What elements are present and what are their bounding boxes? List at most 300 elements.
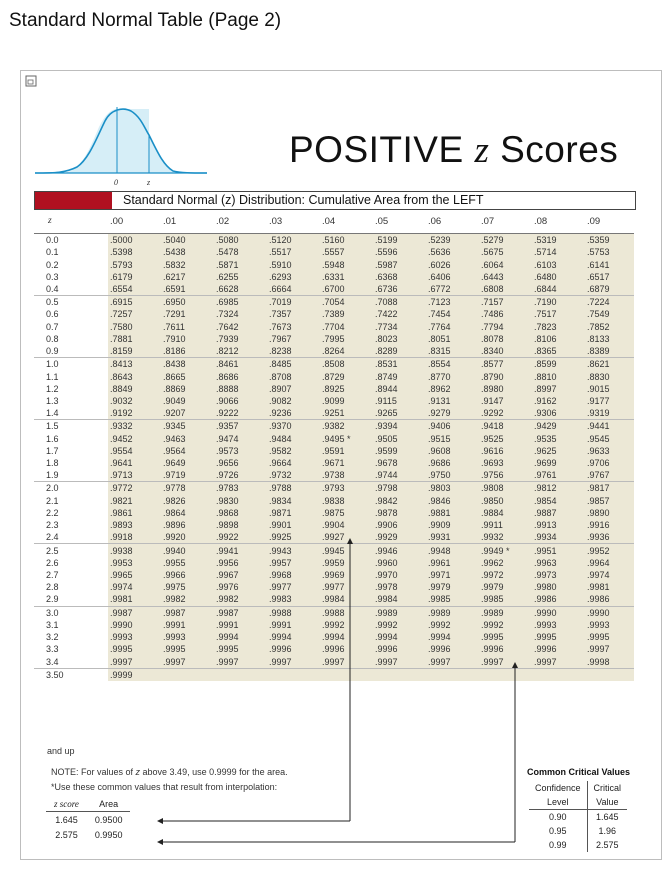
area-cell: .8869 <box>161 383 214 395</box>
area-cell: .9904 <box>320 519 373 531</box>
area-cell: .9649 <box>161 457 214 469</box>
area-cell: .9990 <box>108 619 161 631</box>
area-cell: .9989 <box>479 606 532 619</box>
area-cell: .7019 <box>267 296 320 309</box>
area-cell: .9970 <box>373 569 426 581</box>
area-cell: .5832 <box>161 258 214 270</box>
area-cell: .9997 <box>373 655 426 668</box>
column-header: .01 <box>161 209 214 234</box>
area-cell: .9964 <box>585 557 634 569</box>
area-cell: .8389 <box>585 345 634 358</box>
area-cell: .9949 * <box>479 544 532 557</box>
area-cell: .9920 <box>161 531 214 544</box>
area-cell: .8643 <box>108 370 161 382</box>
area-cell: .9996 <box>426 643 479 655</box>
area-cell: .9997 <box>585 643 634 655</box>
area-cell: .9962 <box>479 557 532 569</box>
area-cell: .8925 <box>320 383 373 395</box>
z-value-cell: 0.9 <box>34 345 108 358</box>
area-cell: .9986 <box>585 593 634 606</box>
area-cell: .9931 <box>426 531 479 544</box>
area-cell: .9987 <box>161 606 214 619</box>
area-cell: .7157 <box>479 296 532 309</box>
area-cell: .9977 <box>320 581 373 593</box>
area-cell: .9995 <box>214 643 267 655</box>
area-cell: .8907 <box>267 383 320 395</box>
area-cell: .9916 <box>585 519 634 531</box>
area-cell: .9887 <box>532 507 585 519</box>
interp-cell: 0.9950 <box>94 829 123 840</box>
column-header: .09 <box>585 209 634 234</box>
area-cell: .9495 * <box>320 433 373 445</box>
area-cell: .9812 <box>532 482 585 495</box>
area-cell: .9750 <box>426 469 479 482</box>
area-cell: .8159 <box>108 345 161 358</box>
z-value-cell: 0.6 <box>34 308 108 320</box>
area-cell: .9783 <box>214 482 267 495</box>
ccv-header: Confidence <box>529 781 587 795</box>
area-cell: .6591 <box>161 283 214 296</box>
area-cell: .9099 <box>320 395 373 407</box>
area-cell: .9394 <box>373 420 426 433</box>
area-cell: .9803 <box>426 482 479 495</box>
area-cell: .9345 <box>161 420 214 433</box>
area-cell: .7580 <box>108 321 161 333</box>
area-cell: .6879 <box>585 283 634 296</box>
area-cell: .9994 <box>320 631 373 643</box>
area-cell: .9993 <box>161 631 214 643</box>
area-cell: .9988 <box>320 606 373 619</box>
area-cell: .9115 <box>373 395 426 407</box>
z-value-cell: 2.3 <box>34 519 108 531</box>
area-cell: .7642 <box>214 321 267 333</box>
area-cell: .9997 <box>108 655 161 668</box>
area-cell: .9817 <box>585 482 634 495</box>
area-cell: .9956 <box>214 557 267 569</box>
z-value-cell: 3.1 <box>34 619 108 631</box>
area-cell: .5910 <box>267 258 320 270</box>
area-cell: .8599 <box>532 358 585 371</box>
area-cell: .8997 <box>532 383 585 395</box>
area-cell: .9756 <box>479 469 532 482</box>
z-value-cell: 3.4 <box>34 655 108 668</box>
area-cell: .6179 <box>108 271 161 283</box>
area-cell: .9981 <box>108 593 161 606</box>
area-cell: .9938 <box>108 544 161 557</box>
area-cell: .9995 <box>479 631 532 643</box>
area-cell: .8438 <box>161 358 214 371</box>
area-cell: .9972 <box>479 569 532 581</box>
area-cell: .9545 <box>585 433 634 445</box>
area-cell: .8554 <box>426 358 479 371</box>
area-cell: .9671 <box>320 457 373 469</box>
area-cell: .9015 <box>585 383 634 395</box>
ccv-cell: 2.575 <box>596 840 619 850</box>
area-cell: .9162 <box>532 395 585 407</box>
area-cell: .9981 <box>585 581 634 593</box>
area-cell: .7454 <box>426 308 479 320</box>
area-cell: .9744 <box>373 469 426 482</box>
area-cell: .5398 <box>108 246 161 258</box>
area-cell: .9713 <box>108 469 161 482</box>
area-cell: .5714 <box>532 246 585 258</box>
area-cell: .8749 <box>373 370 426 382</box>
z-column-header: z <box>34 209 108 234</box>
area-cell: .9842 <box>373 495 426 507</box>
area-cell: .9943 <box>267 544 320 557</box>
area-cell: .8621 <box>585 358 634 371</box>
area-cell: .9973 <box>532 569 585 581</box>
interp-cell: 1.645 <box>55 814 78 825</box>
area-cell: .9719 <box>161 469 214 482</box>
area-cell: .9463 <box>161 433 214 445</box>
area-cell: .9997 <box>267 655 320 668</box>
area-cell: .9279 <box>426 407 479 420</box>
area-cell: .8485 <box>267 358 320 371</box>
area-cell: .9861 <box>108 507 161 519</box>
area-cell: .7704 <box>320 321 373 333</box>
area-cell: .7881 <box>108 333 161 345</box>
column-header: .07 <box>479 209 532 234</box>
area-cell: .9875 <box>320 507 373 519</box>
area-cell: .5753 <box>585 246 634 258</box>
header-bar-text: Standard Normal (z) Distribution: Cumulative Area from the LEFT <box>123 193 484 207</box>
z-value-cell: 0.0 <box>34 234 108 247</box>
area-cell: .9788 <box>267 482 320 495</box>
area-cell: .8186 <box>161 345 214 358</box>
area-cell: .9968 <box>267 569 320 581</box>
area-cell: .9997 <box>479 655 532 668</box>
column-header: .00 <box>108 209 161 234</box>
area-cell: .9641 <box>108 457 161 469</box>
area-cell: .9918 <box>108 531 161 544</box>
area-cell: .8461 <box>214 358 267 371</box>
curve-z-label: z <box>147 178 151 187</box>
area-cell: .9857 <box>585 495 634 507</box>
area-cell: .7852 <box>585 321 634 333</box>
note-prefix: NOTE: For values of <box>51 767 136 777</box>
z-value-cell: 2.8 <box>34 581 108 593</box>
area-cell: .6950 <box>161 296 214 309</box>
area-cell: .9997 <box>214 655 267 668</box>
area-cell: .8315 <box>426 345 479 358</box>
z-value-cell: 1.5 <box>34 420 108 433</box>
area-cell: .7257 <box>108 308 161 320</box>
area-cell: .6736 <box>373 283 426 296</box>
area-cell: .9996 <box>532 643 585 655</box>
area-cell: .5160 <box>320 234 373 247</box>
z-value-cell: 2.5 <box>34 544 108 557</box>
area-cell: .7224 <box>585 296 634 309</box>
area-cell: .5199 <box>373 234 426 247</box>
area-cell: .9978 <box>373 581 426 593</box>
z-value-cell: 1.6 <box>34 433 108 445</box>
area-cell: .9984 <box>320 593 373 606</box>
area-cell: .9798 <box>373 482 426 495</box>
ccv-cell: 1.645 <box>596 812 619 822</box>
area-cell: .8980 <box>479 383 532 395</box>
interp-header-z: z score <box>46 796 87 812</box>
area-cell: .9941 <box>214 544 267 557</box>
note-suffix: above 3.49, use 0.9999 for the area. <box>140 767 288 777</box>
area-cell: .9452 <box>108 433 161 445</box>
z-value-cell: 1.3 <box>34 395 108 407</box>
area-cell: .6255 <box>214 271 267 283</box>
column-header: .04 <box>320 209 373 234</box>
area-cell: .7389 <box>320 308 373 320</box>
area-cell: .5793 <box>108 258 161 270</box>
area-cell: .8708 <box>267 370 320 382</box>
area-cell: .9236 <box>267 407 320 420</box>
area-cell: .9992 <box>373 619 426 631</box>
area-cell: .6293 <box>267 271 320 283</box>
area-cell: .9922 <box>214 531 267 544</box>
area-cell: .7422 <box>373 308 426 320</box>
ccv-header: Critical <box>593 783 622 793</box>
area-cell: .7967 <box>267 333 320 345</box>
ccv-cell: 1.96 <box>598 826 617 836</box>
area-cell: .9332 <box>108 420 161 433</box>
area-cell: .9382 <box>320 420 373 433</box>
area-cell: .8888 <box>214 383 267 395</box>
area-cell: .5557 <box>320 246 373 258</box>
area-cell: .6406 <box>426 271 479 283</box>
curve-zero-label: 0 <box>114 178 118 187</box>
area-cell: .9732 <box>267 469 320 482</box>
area-cell: .9292 <box>479 407 532 420</box>
area-cell: .7995 <box>320 333 373 345</box>
area-cell: .9971 <box>426 569 479 581</box>
z-value-cell: 0.2 <box>34 258 108 270</box>
area-cell: .9625 <box>532 445 585 457</box>
main-title-prefix: POSITIVE <box>289 129 475 170</box>
area-cell: .5080 <box>214 234 267 247</box>
area-cell: .5319 <box>532 234 585 247</box>
area-cell: .9535 <box>532 433 585 445</box>
area-cell: .7673 <box>267 321 320 333</box>
z-value-cell: 1.1 <box>34 370 108 382</box>
area-cell: .9948 <box>426 544 479 557</box>
area-cell: .6772 <box>426 283 479 296</box>
area-cell: .5636 <box>426 246 479 258</box>
z-value-cell: 1.9 <box>34 469 108 482</box>
area-cell: .7764 <box>426 321 479 333</box>
area-cell: .9985 <box>479 593 532 606</box>
area-cell: .7734 <box>373 321 426 333</box>
area-cell: .9591 <box>320 445 373 457</box>
area-cell: .8729 <box>320 370 373 382</box>
area-cell: .9992 <box>426 619 479 631</box>
area-cell: .9987 <box>108 606 161 619</box>
area-cell: .9952 <box>585 544 634 557</box>
area-cell: .8212 <box>214 345 267 358</box>
area-cell: .9998 <box>585 655 634 668</box>
area-cell: .8340 <box>479 345 532 358</box>
area-cell: .9664 <box>267 457 320 469</box>
area-cell: .9706 <box>585 457 634 469</box>
area-cell: .9761 <box>532 469 585 482</box>
area-cell: .9826 <box>161 495 214 507</box>
area-cell: .9997 <box>532 655 585 668</box>
z-value-cell: 2.9 <box>34 593 108 606</box>
area-cell: .9871 <box>267 507 320 519</box>
z-value-cell: 1.0 <box>34 358 108 371</box>
area-cell: .5040 <box>161 234 214 247</box>
area-cell: .9656 <box>214 457 267 469</box>
area-cell: .9989 <box>373 606 426 619</box>
area-cell: .9778 <box>161 482 214 495</box>
area-cell: .9251 <box>320 407 373 420</box>
area-cell: .9996 <box>267 643 320 655</box>
area-cell: .9066 <box>214 395 267 407</box>
area-cell: .8770 <box>426 370 479 382</box>
area-cell: .7088 <box>373 296 426 309</box>
z-value-cell: 0.5 <box>34 296 108 309</box>
area-cell: .6026 <box>426 258 479 270</box>
area-cell: .8365 <box>532 345 585 358</box>
critical-values-title: Common Critical Values <box>527 767 631 777</box>
area-cell: .9966 <box>161 569 214 581</box>
area-cell: .9992 <box>320 619 373 631</box>
area-cell: .9633 <box>585 445 634 457</box>
area-cell: .9979 <box>426 581 479 593</box>
area-cell: .9913 <box>532 519 585 531</box>
area-cell: .8289 <box>373 345 426 358</box>
area-cell: .9953 <box>108 557 161 569</box>
area-cell: .9967 <box>214 569 267 581</box>
area-cell: .9975 <box>161 581 214 593</box>
area-cell: .9418 <box>479 420 532 433</box>
area-cell: .9834 <box>267 495 320 507</box>
area-cell: .9767 <box>585 469 634 482</box>
area-cell: .9980 <box>532 581 585 593</box>
area-cell: .8944 <box>373 383 426 395</box>
area-cell: .5675 <box>479 246 532 258</box>
area-cell: .9906 <box>373 519 426 531</box>
area-cell: .9969 <box>320 569 373 581</box>
area-cell: .9838 <box>320 495 373 507</box>
area-cell: .9990 <box>585 606 634 619</box>
area-cell: .8023 <box>373 333 426 345</box>
area-cell: .7939 <box>214 333 267 345</box>
area-cell: .8133 <box>585 333 634 345</box>
area-cell: .9993 <box>532 619 585 631</box>
area-cell: .9961 <box>426 557 479 569</box>
area-cell: .9995 <box>532 631 585 643</box>
area-cell: .8577 <box>479 358 532 371</box>
area-cell: .6844 <box>532 283 585 296</box>
area-cell: .8531 <box>373 358 426 371</box>
z-value-cell: 1.8 <box>34 457 108 469</box>
area-cell: .9991 <box>214 619 267 631</box>
area-cell: .9936 <box>585 531 634 544</box>
area-cell: .5517 <box>267 246 320 258</box>
area-cell: .9974 <box>108 581 161 593</box>
area-cell: .8665 <box>161 370 214 382</box>
area-cell: .9370 <box>267 420 320 433</box>
area-cell: .9996 <box>373 643 426 655</box>
z-value-cell: 2.2 <box>34 507 108 519</box>
area-cell: .9854 <box>532 495 585 507</box>
area-cell: .9951 <box>532 544 585 557</box>
z-value-cell: 3.50 <box>34 668 108 681</box>
area-cell: .9793 <box>320 482 373 495</box>
area-cell: .6554 <box>108 283 161 296</box>
area-cell: .5279 <box>479 234 532 247</box>
area-cell: .9974 <box>585 569 634 581</box>
area-cell: .9987 <box>214 606 267 619</box>
z-value-cell: 3.3 <box>34 643 108 655</box>
area-cell: .8686 <box>214 370 267 382</box>
area-cell: .9082 <box>267 395 320 407</box>
area-cell: .9997 <box>161 655 214 668</box>
area-cell: .9868 <box>214 507 267 519</box>
area-cell: .6664 <box>267 283 320 296</box>
area-cell: .9772 <box>108 482 161 495</box>
area-cell: .7357 <box>267 308 320 320</box>
area-cell: .9599 <box>373 445 426 457</box>
area-cell: .6368 <box>373 271 426 283</box>
z-value-cell: 2.7 <box>34 569 108 581</box>
area-cell: .9515 <box>426 433 479 445</box>
note-interpolation: *Use these common values that result from interpolation: <box>51 782 278 792</box>
area-cell: .7611 <box>161 321 214 333</box>
area-cell: .9996 <box>320 643 373 655</box>
area-cell: .6217 <box>161 271 214 283</box>
area-cell: .6103 <box>532 258 585 270</box>
ccv-cell: 0.90 <box>529 810 587 825</box>
table-frame <box>20 70 662 860</box>
area-cell: .9192 <box>108 407 161 420</box>
interp-cell: 0.9500 <box>94 814 123 825</box>
area-cell: .9265 <box>373 407 426 420</box>
area-cell: .8413 <box>108 358 161 371</box>
z-value-cell: 1.7 <box>34 445 108 457</box>
area-cell: .9927 <box>320 531 373 544</box>
area-cell: .9977 <box>267 581 320 593</box>
area-cell: .9686 <box>426 457 479 469</box>
area-cell: .9940 <box>161 544 214 557</box>
main-title-suffix: Scores <box>489 129 619 170</box>
area-cell: .5239 <box>426 234 479 247</box>
area-cell: .6141 <box>585 258 634 270</box>
area-cell: .7517 <box>532 308 585 320</box>
area-cell: .9319 <box>585 407 634 420</box>
area-cell: .9965 <box>108 569 161 581</box>
z-value-cell: 1.4 <box>34 407 108 420</box>
area-cell: .7910 <box>161 333 214 345</box>
area-cell: .9901 <box>267 519 320 531</box>
area-cell: .9955 <box>161 557 214 569</box>
area-cell: .9960 <box>373 557 426 569</box>
area-cell: .9945 <box>320 544 373 557</box>
area-cell: .9991 <box>267 619 320 631</box>
area-cell: .7190 <box>532 296 585 309</box>
area-cell: .9554 <box>108 445 161 457</box>
area-cell: .9678 <box>373 457 426 469</box>
area-cell: .9929 <box>373 531 426 544</box>
area-cell: .7549 <box>585 308 634 320</box>
area-cell: .9995 <box>585 631 634 643</box>
area-cell: .7324 <box>214 308 267 320</box>
z-value-cell: 2.0 <box>34 482 108 495</box>
area-cell: .6480 <box>532 271 585 283</box>
area-cell: .9982 <box>214 593 267 606</box>
interpolation-arrows <box>21 71 661 859</box>
area-cell: .9994 <box>267 631 320 643</box>
area-cell: .5478 <box>214 246 267 258</box>
area-cell: .9997 <box>320 655 373 668</box>
